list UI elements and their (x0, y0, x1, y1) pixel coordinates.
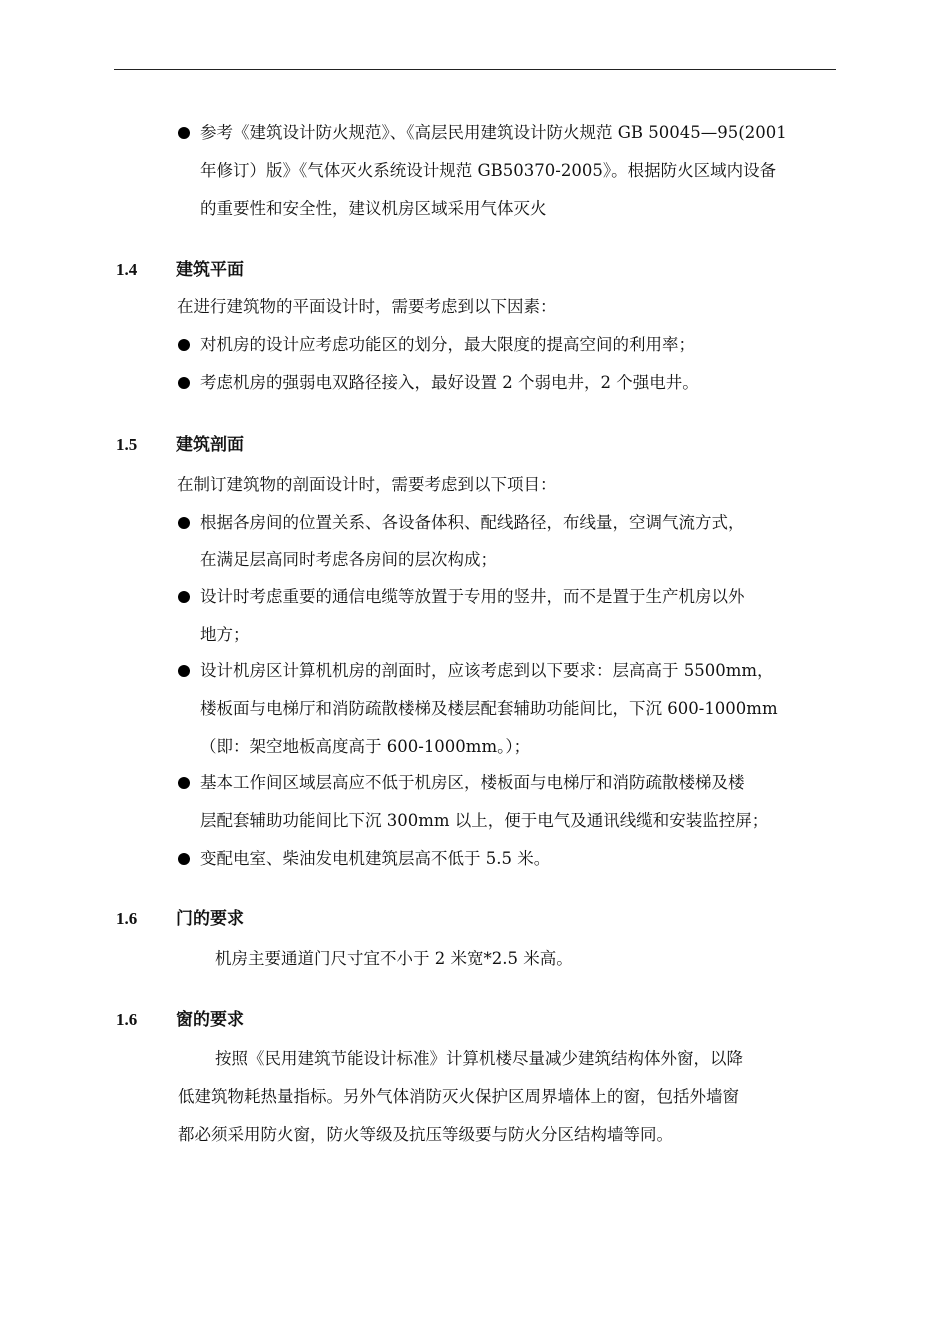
bullet-text: 楼板面与电梯厅和消防疏散楼梯及楼层配套辅助功能间比，下沉 600-1000mm (200, 699, 778, 718)
bullet-text: 基本工作间区域层高应不低于机房区，楼板面与电梯厅和消防疏散楼梯及楼 (200, 773, 745, 792)
bullet-icon (178, 665, 190, 677)
bullet-text: 根据各房间的位置关系、各设备体积、配线路径，布线量，空调气流方式， (200, 513, 745, 532)
paragraph-line: 年修订）版》《气体灭火系统设计规范 GB50370-2005》。根据防火区域内设备 (200, 161, 777, 180)
paragraph-line: 低建筑物耗热量指标。另外气体消防灭火保护区周界墙体上的窗，包括外墙窗 (178, 1087, 739, 1106)
bullet-text: 层配套辅助功能间比下沉 300mm 以上，便于电气及通讯线缆和安装监控屏； (200, 811, 769, 830)
bullet-text: 地方； (200, 625, 250, 644)
bullet-icon (178, 377, 190, 389)
section-number: 1.6 (116, 1010, 138, 1029)
section-number: 1.5 (116, 435, 138, 454)
bullet-icon (178, 591, 190, 603)
section-title: 窗的要求 (176, 1010, 244, 1030)
bullet-icon (178, 339, 190, 351)
paragraph-line: 机房主要通道门尺寸宜不小于 2 米宽*2.5 米高。 (215, 949, 573, 968)
section-intro: 在制订建筑物的剖面设计时，需要考虑到以下项目： (177, 475, 557, 494)
bullet-text: （即：架空地板高度高于 600-1000mm。）； (200, 737, 531, 756)
section-number: 1.4 (116, 260, 138, 279)
bullet-text: 变配电室、柴油发电机建筑层高不低于 5.5 米。 (200, 849, 551, 868)
paragraph-line: 都必须采用防火窗，防火等级及抗压等级要与防火分区结构墙等同。 (178, 1125, 673, 1144)
bullet-icon (178, 777, 190, 789)
bullet-text: 设计时考虑重要的通信电缆等放置于专用的竖井，而不是置于生产机房以外 (200, 587, 745, 606)
bullet-icon (178, 853, 190, 865)
bullet-text: 设计机房区计算机机房的剖面时，应该考虑到以下要求：层高高于 5500mm， (200, 661, 774, 680)
bullet-text: 对机房的设计应考虑功能区的划分，最大限度的提高空间的利用率； (200, 335, 695, 354)
paragraph-line: 的重要性和安全性，建议机房区域采用气体灭火 (200, 199, 547, 218)
header-rule (114, 69, 836, 70)
section-title: 建筑平面 (176, 260, 244, 280)
bullet-icon (178, 517, 190, 529)
paragraph-line: 参考《建筑设计防火规范》、《高层民用建筑设计防火规范 GB 50045—95(2001 (200, 123, 787, 142)
section-title: 建筑剖面 (176, 435, 244, 455)
bullet-icon (178, 127, 190, 139)
bullet-text: 考虑机房的强弱电双路径接入，最好设置 2 个弱电井，2 个强电井。 (200, 373, 699, 392)
paragraph-line: 按照《民用建筑节能设计标准》计算机楼尽量减少建筑结构体外窗，以降 (215, 1049, 743, 1068)
section-intro: 在进行建筑物的平面设计时，需要考虑到以下因素： (177, 297, 557, 316)
section-number: 1.6 (116, 909, 138, 928)
section-title: 门的要求 (176, 909, 244, 929)
bullet-text: 在满足层高同时考虑各房间的层次构成； (200, 550, 497, 569)
